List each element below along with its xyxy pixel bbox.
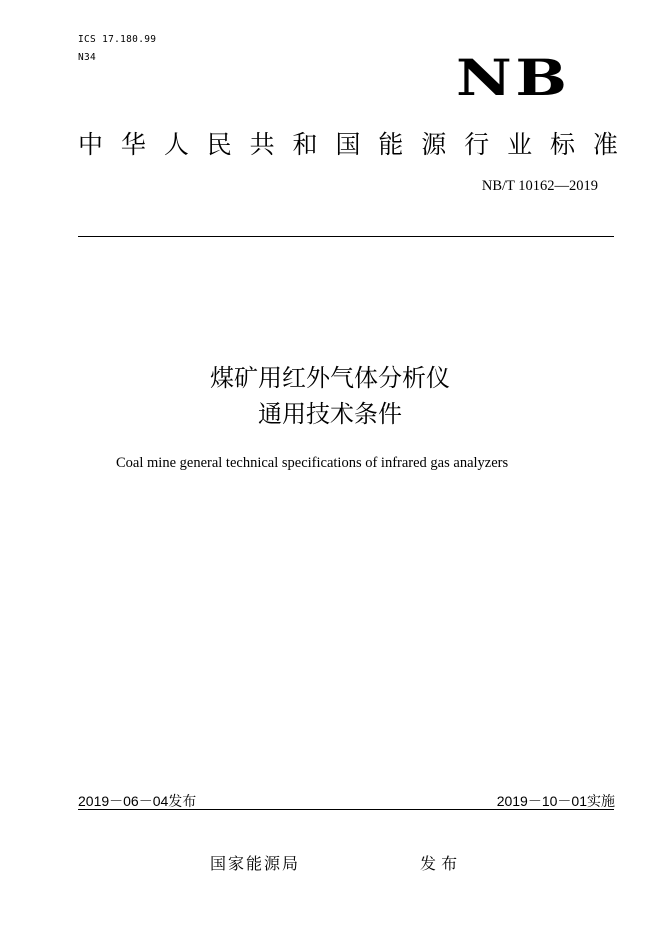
category-char: 人 xyxy=(163,130,189,159)
release-label: 发 布 xyxy=(420,854,458,873)
publish-date-value: 2019－06－04 xyxy=(78,793,169,809)
category-char: 准 xyxy=(592,130,618,159)
category-char: 能 xyxy=(378,130,404,159)
english-title: Coal mine general technical specifications of infrared gas analyzers xyxy=(116,455,509,471)
category-char: 业 xyxy=(507,130,533,159)
implement-label: 实施 xyxy=(587,794,615,810)
standard-number: NB/T 10162—2019 xyxy=(481,178,598,194)
implement-date xyxy=(497,791,615,811)
publish-label: 发布 xyxy=(168,794,197,810)
standard-category-title xyxy=(78,130,618,160)
category-char: 源 xyxy=(421,130,447,159)
ics-code: ICS 17.180.99 xyxy=(78,34,157,45)
chinese-title-line-1: 煤矿用红外气体分析仪 xyxy=(210,364,450,392)
ccs-code: N34 xyxy=(78,52,97,63)
publish-date xyxy=(78,791,196,811)
implement-date-value: 2019－10－01 xyxy=(496,793,587,809)
category-char: 中 xyxy=(78,130,104,159)
category-char: 标 xyxy=(549,130,575,159)
category-char: 国 xyxy=(335,130,361,159)
category-char: 民 xyxy=(206,130,232,159)
category-char: 华 xyxy=(120,130,146,159)
nb-logo: NB xyxy=(456,48,571,107)
category-char: 共 xyxy=(249,130,275,159)
category-char: 行 xyxy=(464,130,490,159)
issuing-authority: 国家能源局 xyxy=(210,854,301,873)
category-char: 和 xyxy=(292,130,318,159)
bottom-divider xyxy=(78,809,614,810)
top-divider xyxy=(78,236,614,237)
chinese-title-line-2: 通用技术条件 xyxy=(258,400,402,428)
